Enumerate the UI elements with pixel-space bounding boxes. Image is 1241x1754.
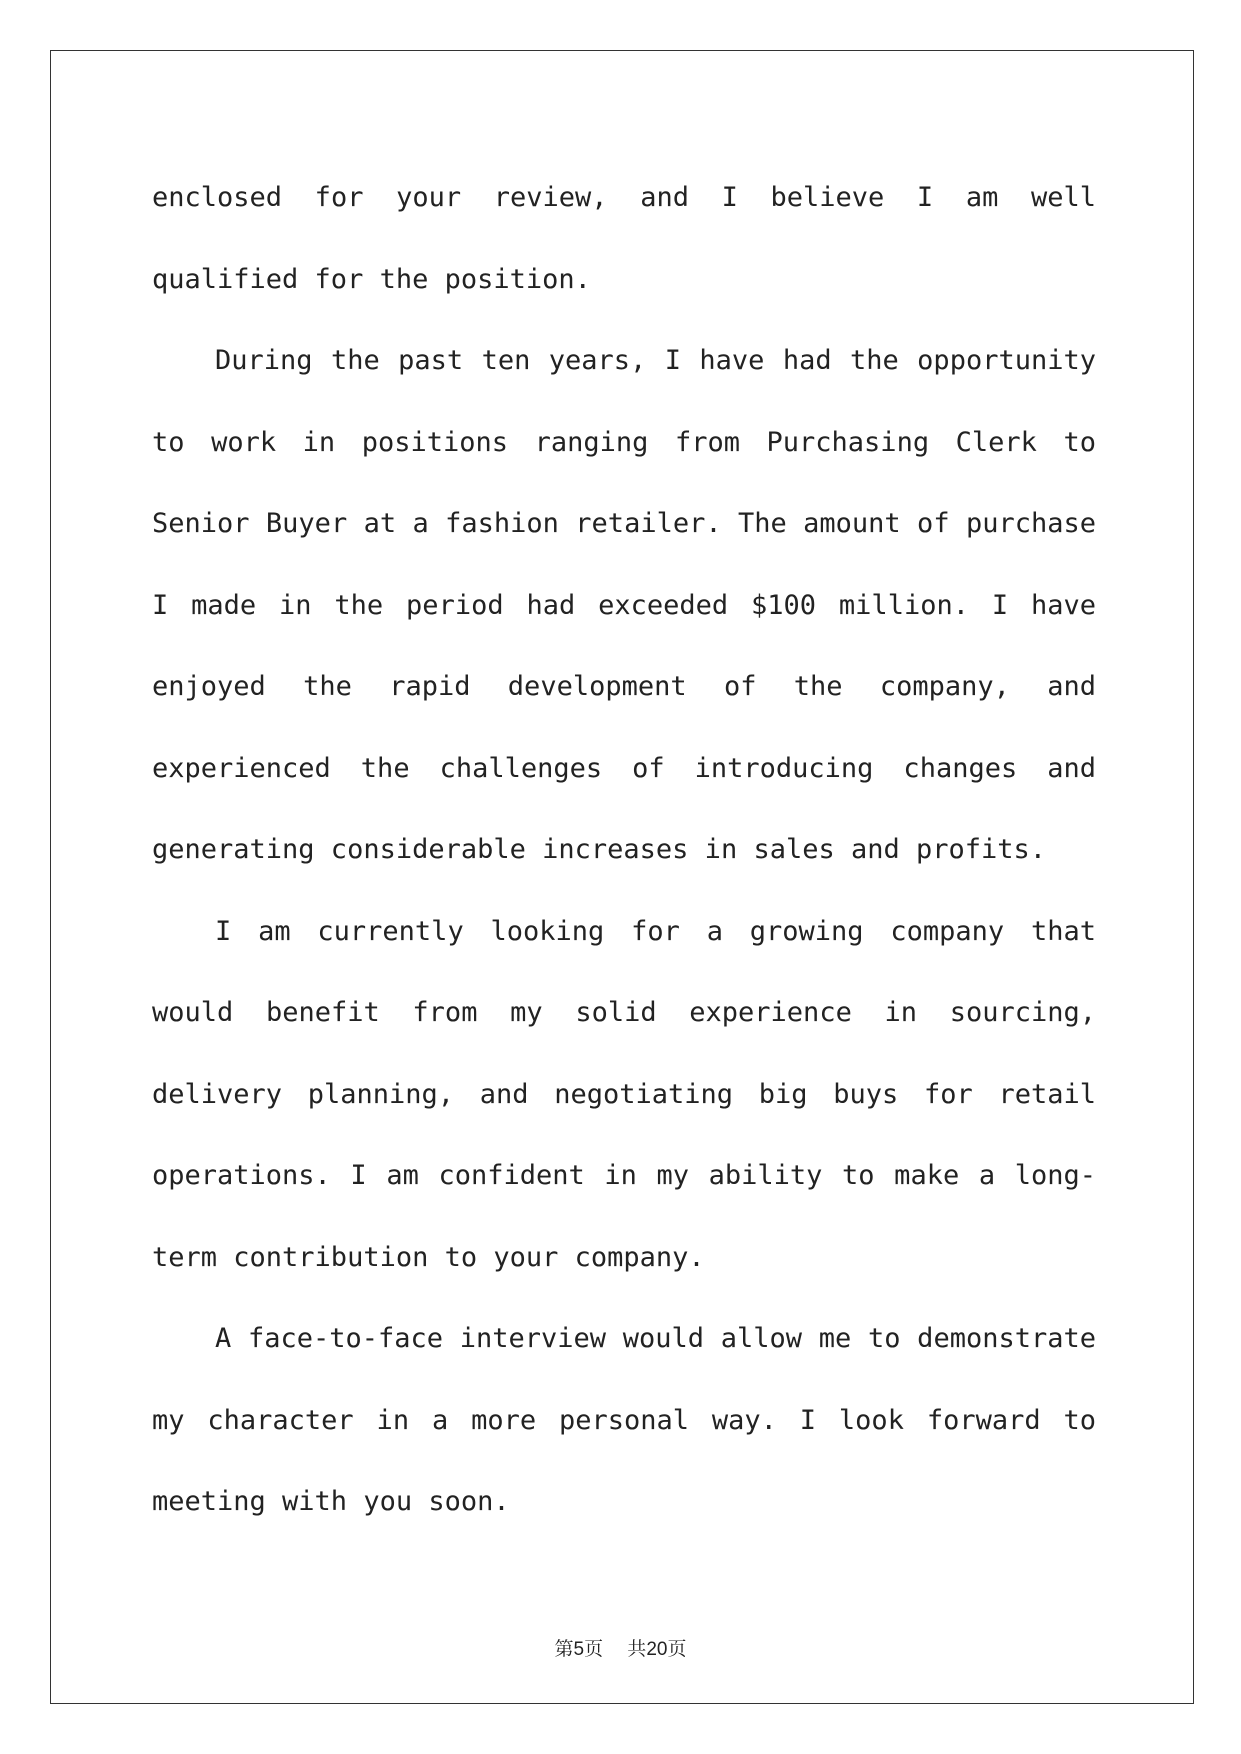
total-page-count: 20 <box>646 1639 668 1660</box>
paragraph-experience: During the past ten years, I have had the opportunity to work in positions ranging from Purchasing Clerk to Senior Buyer at a fashion retailer. The amount of purchase I made in the period had exceeded $100 million. I have enjoyed the rapid development of the company, and experienced the challenges of introducing changes and generating considerable increases in sales and profits. <box>152 345 1096 865</box>
footer-total-prefix: 共 <box>627 1638 647 1660</box>
paragraph-interview: A face-to-face interview would allow me to demonstrate my character in a more personal way. I look forward to meeting with you soon. <box>152 1323 1096 1517</box>
letter-body <box>152 157 1096 1543</box>
paragraph-seeking: I am currently looking for a growing company that would benefit from my solid experience in sourcing, delivery planning, and negotiating big buys for retail operations. I am confident in my ability to make a long-term contribution to your company. <box>152 915 1096 1273</box>
page-number-footer <box>0 1634 1241 1661</box>
current-page-number: 5 <box>573 1639 585 1660</box>
footer-page-suffix: 页 <box>584 1638 604 1660</box>
paragraph-continuation: enclosed for your review, and I believe I am well qualified for the position. <box>152 182 1096 295</box>
footer-prefix: 第 <box>554 1638 574 1660</box>
footer-total-suffix: 页 <box>667 1638 687 1660</box>
